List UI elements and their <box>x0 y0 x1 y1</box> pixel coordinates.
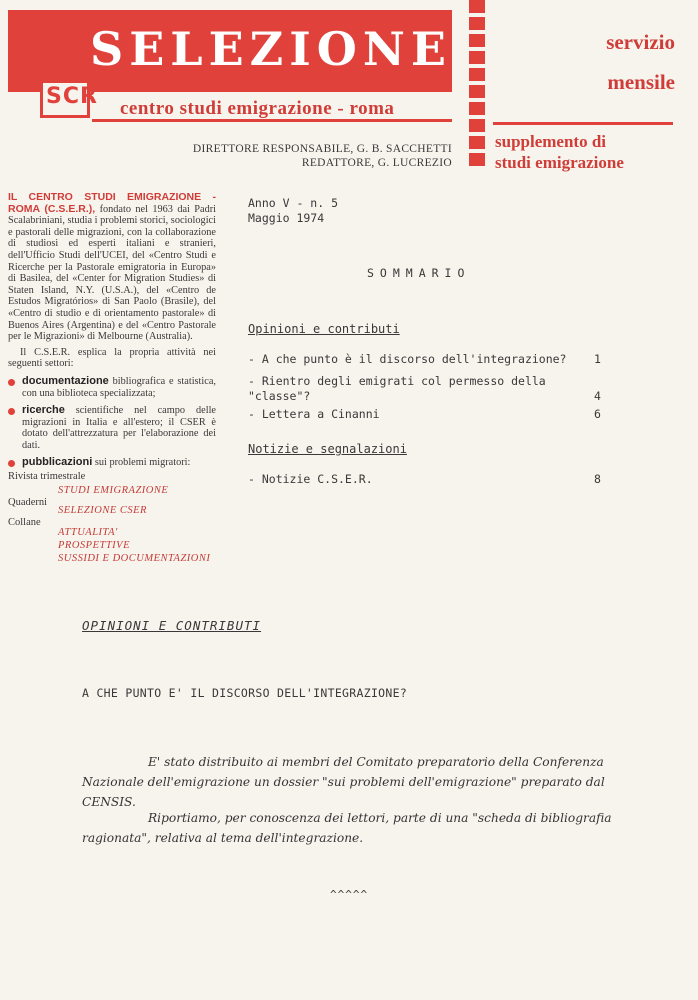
bullet-dot-icon <box>8 408 15 415</box>
director-credit: DIRETTORE RESPONSABILE, G. B. SACCHETTI <box>192 143 452 155</box>
bullet-pubblicazioni: pubblicazioni sui problemi migratori: <box>8 457 216 469</box>
issue-info <box>248 196 338 226</box>
toc-item[interactable]: - Rientro degli emigrati col permesso della "classe"? <box>248 374 546 403</box>
frequency-label: servizio mensile <box>606 30 675 94</box>
dashed-divider <box>469 0 485 170</box>
article-paragraph: E' stato distribuito ai membri del Comitato preparatorio della Conferenza Nazionale dell'emigrazione un dossier "sui problemi dell'emigrazione" preparato dal CENSIS. <box>82 755 605 809</box>
toc-item[interactable]: - Notizie C.S.E.R. <box>248 472 373 486</box>
publisher-subtitle: centro studi emigrazione - roma <box>120 98 395 119</box>
supplement-label: supplemento di studi emigrazione <box>495 132 624 172</box>
bullet-dot-icon <box>8 379 15 386</box>
toc-page-number: 1 <box>594 352 601 366</box>
sommario-title: SOMMARIO <box>367 266 471 280</box>
toc-page-number: 4 <box>594 389 601 403</box>
quaderni-title: SELEZIONE CSER <box>58 505 147 517</box>
quaderni-label: Quaderni <box>8 497 48 509</box>
bullet-documentazione: documentazione bibliografica e statistica, con una biblioteca specializzata; <box>8 376 216 399</box>
editor-credit: REDATTORE, G. LUCREZIO <box>301 157 452 169</box>
collane-title-3: SUSSIDI E DOCUMENTAZIONI <box>58 553 211 565</box>
logo-text: SCR <box>46 84 98 109</box>
issue-date: Maggio 1974 <box>248 211 325 225</box>
rivista-label: Rivista trimestrale <box>8 471 86 483</box>
toc-section-heading: Notizie e segnalazioni <box>248 442 407 456</box>
publication-title: SELEZIONE <box>90 22 452 76</box>
section-separator: ^^^^^ <box>330 888 369 901</box>
rivista-title: STUDI EMIGRAZIONE <box>58 485 169 497</box>
about-intro <box>8 192 216 343</box>
article-paragraph: Riportiamo, per conoscenza dei lettori, parte di una "scheda di bibliografia ragionata", relativa al tema dell'integrazione. <box>82 811 612 845</box>
bullet-ricerche: ricerche scientifiche nel campo delle migrazioni in Italia e all'estero; il CSER è dotato dell'attrezzatura per l'elaborazione dei dati. <box>8 405 216 451</box>
toc-item[interactable]: - Lettera a Cinanni <box>248 407 380 421</box>
right-rule <box>493 122 673 125</box>
collane-title-1: ATTUALITA' <box>58 527 118 539</box>
subtitle-rule <box>92 119 452 122</box>
toc-item[interactable]: - A che punto è il discorso dell'integrazione? <box>248 352 567 366</box>
staff-credits <box>170 142 452 170</box>
article-title: A CHE PUNTO E' IL DISCORSO DELL'INTEGRAZIONE? <box>82 686 408 700</box>
bullet-dot-icon <box>8 460 15 467</box>
about-column <box>8 192 216 575</box>
about-heading: IL CENTRO STUDI EMIGRAZIONE - ROMA (C.S.E.R.), <box>8 191 216 215</box>
toc-section-heading: Opinioni e contributi <box>248 322 400 336</box>
collane-title-2: PROSPETTIVE <box>58 540 130 552</box>
section-title: OPINIONI E CONTRIBUTI <box>82 618 262 633</box>
about-text: fondato nel 1963 dai Padri Scalabriniani, studia i problemi storici, sociologici e pastorali delle migrazioni, con la collaborazione di studiosi ed esperti italiani e stranieri, dell'Ufficio Studi dell'UCEI, del «Centro Studi e Ricerche per la Pastorale emigratoria in Europa» di Basilea, del «Center for Migration Studies» di Staten Island, N.Y. (U.S.A.), del «Centro de Estudos Migratórios» di San Paolo (Brasile), del «Centro di studio e di orientamento pastorale» di Buenos Aires (Argentina) e del «Centro Pastorale per le Migrazioni» di Melbourne (Australia). <box>8 203 217 343</box>
toc-page-number: 6 <box>594 407 601 421</box>
activity-text: Il C.S.E.R. esplica la propria attività nei seguenti settori: <box>8 346 216 370</box>
collane-label: Collane <box>8 517 41 529</box>
publications-list <box>8 471 216 575</box>
issue-number: Anno V - n. 5 <box>248 196 339 210</box>
toc-page-number: 8 <box>594 472 601 486</box>
cser-logo <box>40 80 98 120</box>
